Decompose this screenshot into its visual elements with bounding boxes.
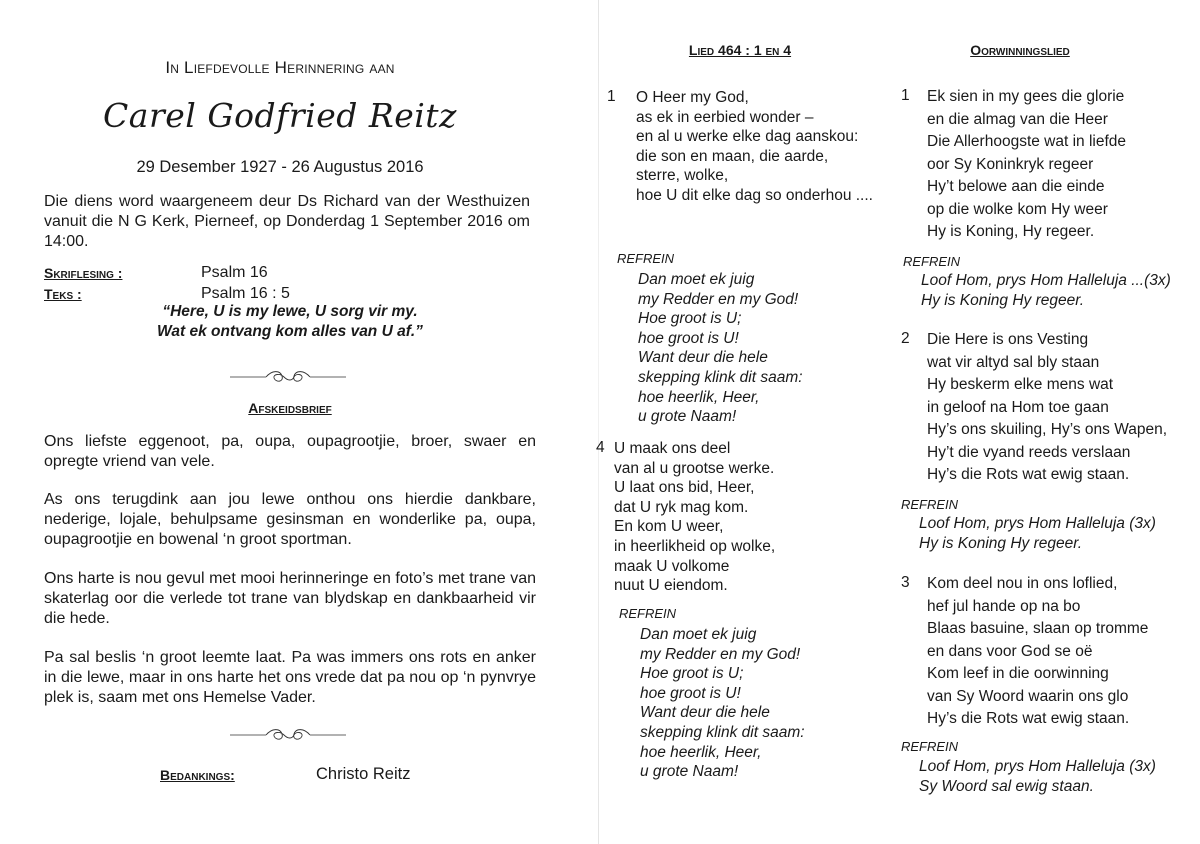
thanks-value: Christo Reitz [316, 765, 411, 783]
verse-line-1: “Here, U is my lewe, U sorg vir my. [162, 303, 418, 320]
verse-line: nuut U eiendom. [614, 577, 728, 595]
refrein-line: Want deur die hele [638, 349, 768, 367]
letter-heading: Afskeidsbrief [248, 400, 332, 416]
refrein-line: hoe heerlik, Heer, [638, 388, 760, 406]
letter-paragraph-4: Pa sal beslis ‘n groot leemte laat. Pa was immers ons rots en anker in die lewe, maar in ons harte het ons vrede dat pa nou op ‘n pynvrye plek is, saam met ons Hemelse Vader. [44, 649, 536, 706]
verse-line: oor Sy Koninkryk regeer [927, 155, 1094, 173]
refrein-line: Sy Woord sal ewig staan. [919, 778, 1094, 795]
verse-line: Hy is Koning, Hy regeer. [927, 223, 1095, 240]
stanza-number: 1 [901, 87, 910, 104]
verse-line: Blaas basuine, slaan op tromme [927, 620, 1149, 637]
refrein-label: REFREIN [901, 739, 959, 754]
verse-line: Kom deel nou in ons loflied, [927, 575, 1118, 592]
verse-line: maak U volkome [614, 557, 730, 575]
refrein-line: Loof Hom, prys Hom Halleluja (3x) [919, 515, 1156, 532]
verse-line: Hy’s ons skuiling, Hy’s ons Wapen, [927, 421, 1168, 438]
verse-line: Hy’t belowe aan die einde [927, 178, 1105, 195]
verse-line: van al u grootse werke. [614, 459, 775, 477]
victory-song-refrein-2 [919, 514, 1156, 554]
verse-line: hoe U dit elke dag so onderhou .... [636, 186, 873, 204]
refrein-line: u grote Naam! [640, 763, 739, 781]
thanks-label: Bedankings: [160, 767, 235, 783]
refrein-line: skepping klink dit saam: [638, 368, 803, 386]
letter-paragraph-1: Ons liefste eggenoot, pa, oupa, oupagrootjie, broer, swaer en opregte vriend van vele. [44, 433, 536, 470]
refrein-line: Hy is Koning Hy regeer. [921, 292, 1085, 309]
teks-value: Psalm 16 : 5 [201, 285, 290, 302]
verse-line: in heerlikheid op wolke, [614, 537, 776, 555]
verse-line-2: Wat ek ontvang kom alles van U af.” [157, 323, 423, 340]
victory-song-stanza-1 [927, 86, 1126, 244]
refrein-line: Hy is Koning Hy regeer. [919, 535, 1083, 552]
verse-line: Hy’s die Rots wat ewig staan. [927, 466, 1130, 483]
ornament-divider-icon [228, 368, 348, 386]
memorial-intro: In Liefdevolle Herinnering aan [165, 58, 395, 77]
verse-line: Die Here is ons Vesting [927, 331, 1089, 348]
verse-line: Hy’s die Rots wat ewig staan. [927, 710, 1130, 727]
verse-line: Die Allerhoogste wat in liefde [927, 133, 1127, 150]
victory-song-stanza-2 [927, 329, 1167, 487]
hymn-464-stanza-4 [614, 439, 775, 596]
victory-song-stanza-3 [927, 573, 1148, 731]
deceased-name: Carel Godfried Reitz [103, 96, 457, 135]
stanza-number: 4 [596, 439, 605, 456]
verse-line: Hy’t die vyand reeds verslaan [927, 443, 1131, 461]
refrein-line: my Redder en my God! [638, 290, 799, 308]
refrein-line: Hoe groot is U; [640, 665, 744, 683]
hymn-464-heading: Lied 464 : 1 en 4 [688, 42, 792, 58]
stanza-number: 2 [901, 330, 910, 347]
verse-line: wat vir altyd sal bly staan [927, 353, 1100, 371]
refrein-label: REFREIN [903, 254, 961, 269]
refrein-line: hoe groot is U! [640, 684, 741, 702]
verse-line: en al u werke elke dag aanskou: [636, 128, 859, 146]
refrein-line: Dan moet ek juig [640, 626, 757, 643]
victory-song-heading: Oorwinningslied [970, 42, 1070, 58]
refrein-line: hoe heerlik, Heer, [640, 743, 762, 761]
verse-line: die son en maan, die aarde, [636, 147, 829, 165]
refrein-label: REFREIN [901, 497, 959, 512]
refrein-line: Loof Hom, prys Hom Halleluja (3x) [919, 758, 1156, 775]
letter-paragraph-3: Ons harte is nou gevul met mooi herinneringe en foto’s met trane van skaterlag oor die verlede tot trane van blydskap en dankbaarheid vir die hede. [44, 570, 536, 627]
verse-line: Ek sien in my gees die glorie [927, 88, 1125, 105]
skriflesing-value: Psalm 16 [201, 264, 268, 281]
scripture-verse [70, 302, 510, 342]
hymn-464-refrein-2 [640, 625, 805, 782]
hymn-464-stanza-1 [636, 88, 873, 206]
refrein-line: Want deur die hele [640, 704, 770, 722]
refrein-line: hoe groot is U! [638, 329, 739, 347]
teks-label: Teks : [44, 286, 82, 302]
hymn-464-refrein-1 [638, 270, 803, 427]
verse-line: sterre, wolke, [636, 167, 729, 185]
skriflesing-label: Skriflesing : [44, 265, 123, 281]
ornament-divider-icon [228, 726, 348, 744]
verse-line: van Sy Woord waarin ons glo [927, 687, 1129, 705]
stanza-number: 1 [607, 88, 616, 105]
verse-line: hef jul hande op na bo [927, 597, 1081, 615]
verse-line: as ek in eerbied wonder – [636, 108, 814, 126]
verse-line: Hy beskerm elke mens wat [927, 376, 1114, 393]
verse-line: Kom leef in die oorwinning [927, 665, 1109, 682]
refrein-label: REFREIN [617, 251, 675, 266]
letter-paragraph-2: As ons terugdink aan jou lewe onthou ons hierdie dankbare, nederige, lojale, behulpsame gesinsman en wonderlike pa, oupa, oupagrootjie en bowenal ‘n groot sportman. [44, 491, 536, 548]
verse-line: En kom U weer, [614, 518, 724, 536]
victory-song-refrein-3 [919, 757, 1156, 797]
verse-line: en die almag van die Heer [927, 110, 1108, 128]
verse-line: op die wolke kom Hy weer [927, 200, 1108, 218]
refrein-line: u grote Naam! [638, 408, 737, 426]
verse-line: U laat ons bid, Heer, [614, 479, 755, 497]
verse-line: U maak ons deel [614, 440, 731, 457]
stanza-number: 3 [901, 574, 910, 591]
verse-line: in geloof na Hom toe gaan [927, 398, 1109, 416]
refrein-label: REFREIN [619, 606, 677, 621]
refrein-line: my Redder en my God! [640, 645, 801, 663]
refrein-line: skepping klink dit saam: [640, 723, 805, 741]
verse-line: O Heer my God, [636, 89, 749, 106]
life-dates: 29 Desember 1927 - 26 Augustus 2016 [136, 158, 424, 176]
refrein-line: Dan moet ek juig [638, 271, 755, 288]
page-fold-line [598, 0, 599, 844]
victory-song-refrein-1 [921, 271, 1171, 311]
refrein-line: Hoe groot is U; [638, 310, 742, 328]
refrein-line: Loof Hom, prys Hom Halleluja ...(3x) [921, 272, 1171, 289]
verse-line: dat U ryk mag kom. [614, 498, 749, 516]
service-details: Die diens word waargeneem deur Ds Richard van der Westhuizen vanuit die N G Kerk, Pierneef, op Donderdag 1 September 2016 om 14:00. [44, 193, 530, 250]
verse-line: en dans voor God se oë [927, 642, 1093, 660]
